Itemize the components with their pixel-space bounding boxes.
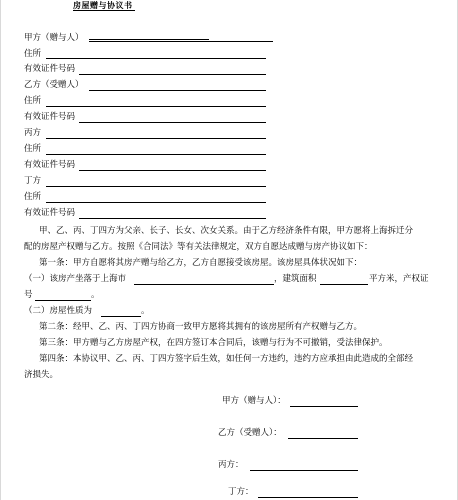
field-line-party-a-inner	[89, 39, 209, 40]
item-1-unit-label: 平方米，产权证	[369, 274, 429, 284]
field-line-party-d	[46, 186, 266, 187]
signature-label-party-d: 丁方：	[228, 487, 254, 497]
item-1-cert-label: 号	[24, 290, 33, 300]
item-2-end: 。	[141, 306, 150, 316]
field-label-id-c: 有效证件号码	[24, 160, 76, 170]
item-1-area-label: ，建筑面积	[274, 274, 317, 284]
field-line-address-b	[46, 106, 266, 107]
item-1-area-blank	[320, 284, 368, 285]
field-label-party-c: 丙方	[24, 128, 42, 138]
item-2-label: （二）房屋性质为	[24, 306, 93, 316]
field-label-id-a: 有效证件号码	[24, 64, 76, 74]
field-line-party-c	[46, 138, 266, 139]
intro-paragraph-line2: 配的房屋产权赠与乙方。按照《合同法》等有关法律规定，双方自愿达成赠与房产协议如下：	[24, 242, 373, 252]
signature-line-party-a	[290, 406, 358, 407]
field-label-address-d: 住所	[24, 192, 42, 202]
article-4-line1: 第四条：本协议甲、乙、丙、丁四方签字后生效，如任何一方违约，违约方应承担由此造成的全部经	[39, 354, 414, 364]
article-3: 第三条：甲方赠与乙方房屋产权，在四方签订本合同后，该赠与行为不可撤销，受法律保护。	[39, 338, 388, 348]
field-line-party-b	[89, 90, 266, 91]
field-label-id-b: 有效证件号码	[24, 112, 76, 122]
field-line-address-d	[46, 202, 266, 203]
article-1: 第一条：甲方自愿将其房产赠与给乙方，乙方自愿接受该房屋。该房屋具体状况如下：	[39, 258, 363, 268]
field-line-id-b	[79, 122, 266, 123]
signature-label-party-a: 甲方（赠与人）：	[222, 396, 286, 406]
field-label-party-b: 乙方（受赠人）	[24, 80, 84, 90]
signature-label-party-c: 丙方：	[218, 460, 244, 470]
item-1-location-blank	[134, 284, 274, 285]
item-2-blank	[101, 316, 141, 317]
item-1-prefix: （一）该房产坐落于上海市	[24, 274, 127, 284]
field-label-address-a: 住所	[24, 49, 42, 59]
signature-label-party-b: 乙方（受赠人）：	[218, 428, 282, 438]
article-2: 第二条：经甲、乙、丙、丁四方协商一致甲方愿将其拥有的该房屋所有产权赠与乙方。	[39, 322, 363, 332]
title-underline	[73, 10, 135, 11]
field-line-id-a	[79, 74, 266, 75]
field-line-id-d	[79, 218, 266, 219]
field-label-address-c: 住所	[24, 144, 42, 154]
field-line-address-a	[46, 58, 266, 59]
field-line-party-a	[89, 41, 273, 42]
signature-line-party-b	[288, 438, 358, 439]
item-1-end: 。	[91, 290, 100, 300]
field-label-party-a: 甲方（赠与人）	[24, 33, 84, 43]
field-label-party-d: 丁方	[24, 176, 42, 186]
field-line-id-c	[79, 170, 266, 171]
field-line-address-c	[46, 154, 266, 155]
signature-line-party-d	[258, 497, 358, 498]
field-label-id-d: 有效证件号码	[24, 208, 76, 218]
field-label-address-b: 住所	[24, 96, 42, 106]
document-title: 房屋赠与协议书	[73, 1, 133, 10]
item-1-cert-blank	[35, 300, 91, 301]
article-4-line2: 济损失。	[24, 370, 59, 380]
intro-paragraph-line1: 甲、乙、丙、丁四方为父亲、长子、长女、次女关系。由于乙方经济条件有限，甲方愿将上海拆迁分	[39, 226, 414, 236]
signature-line-party-c	[250, 470, 358, 471]
